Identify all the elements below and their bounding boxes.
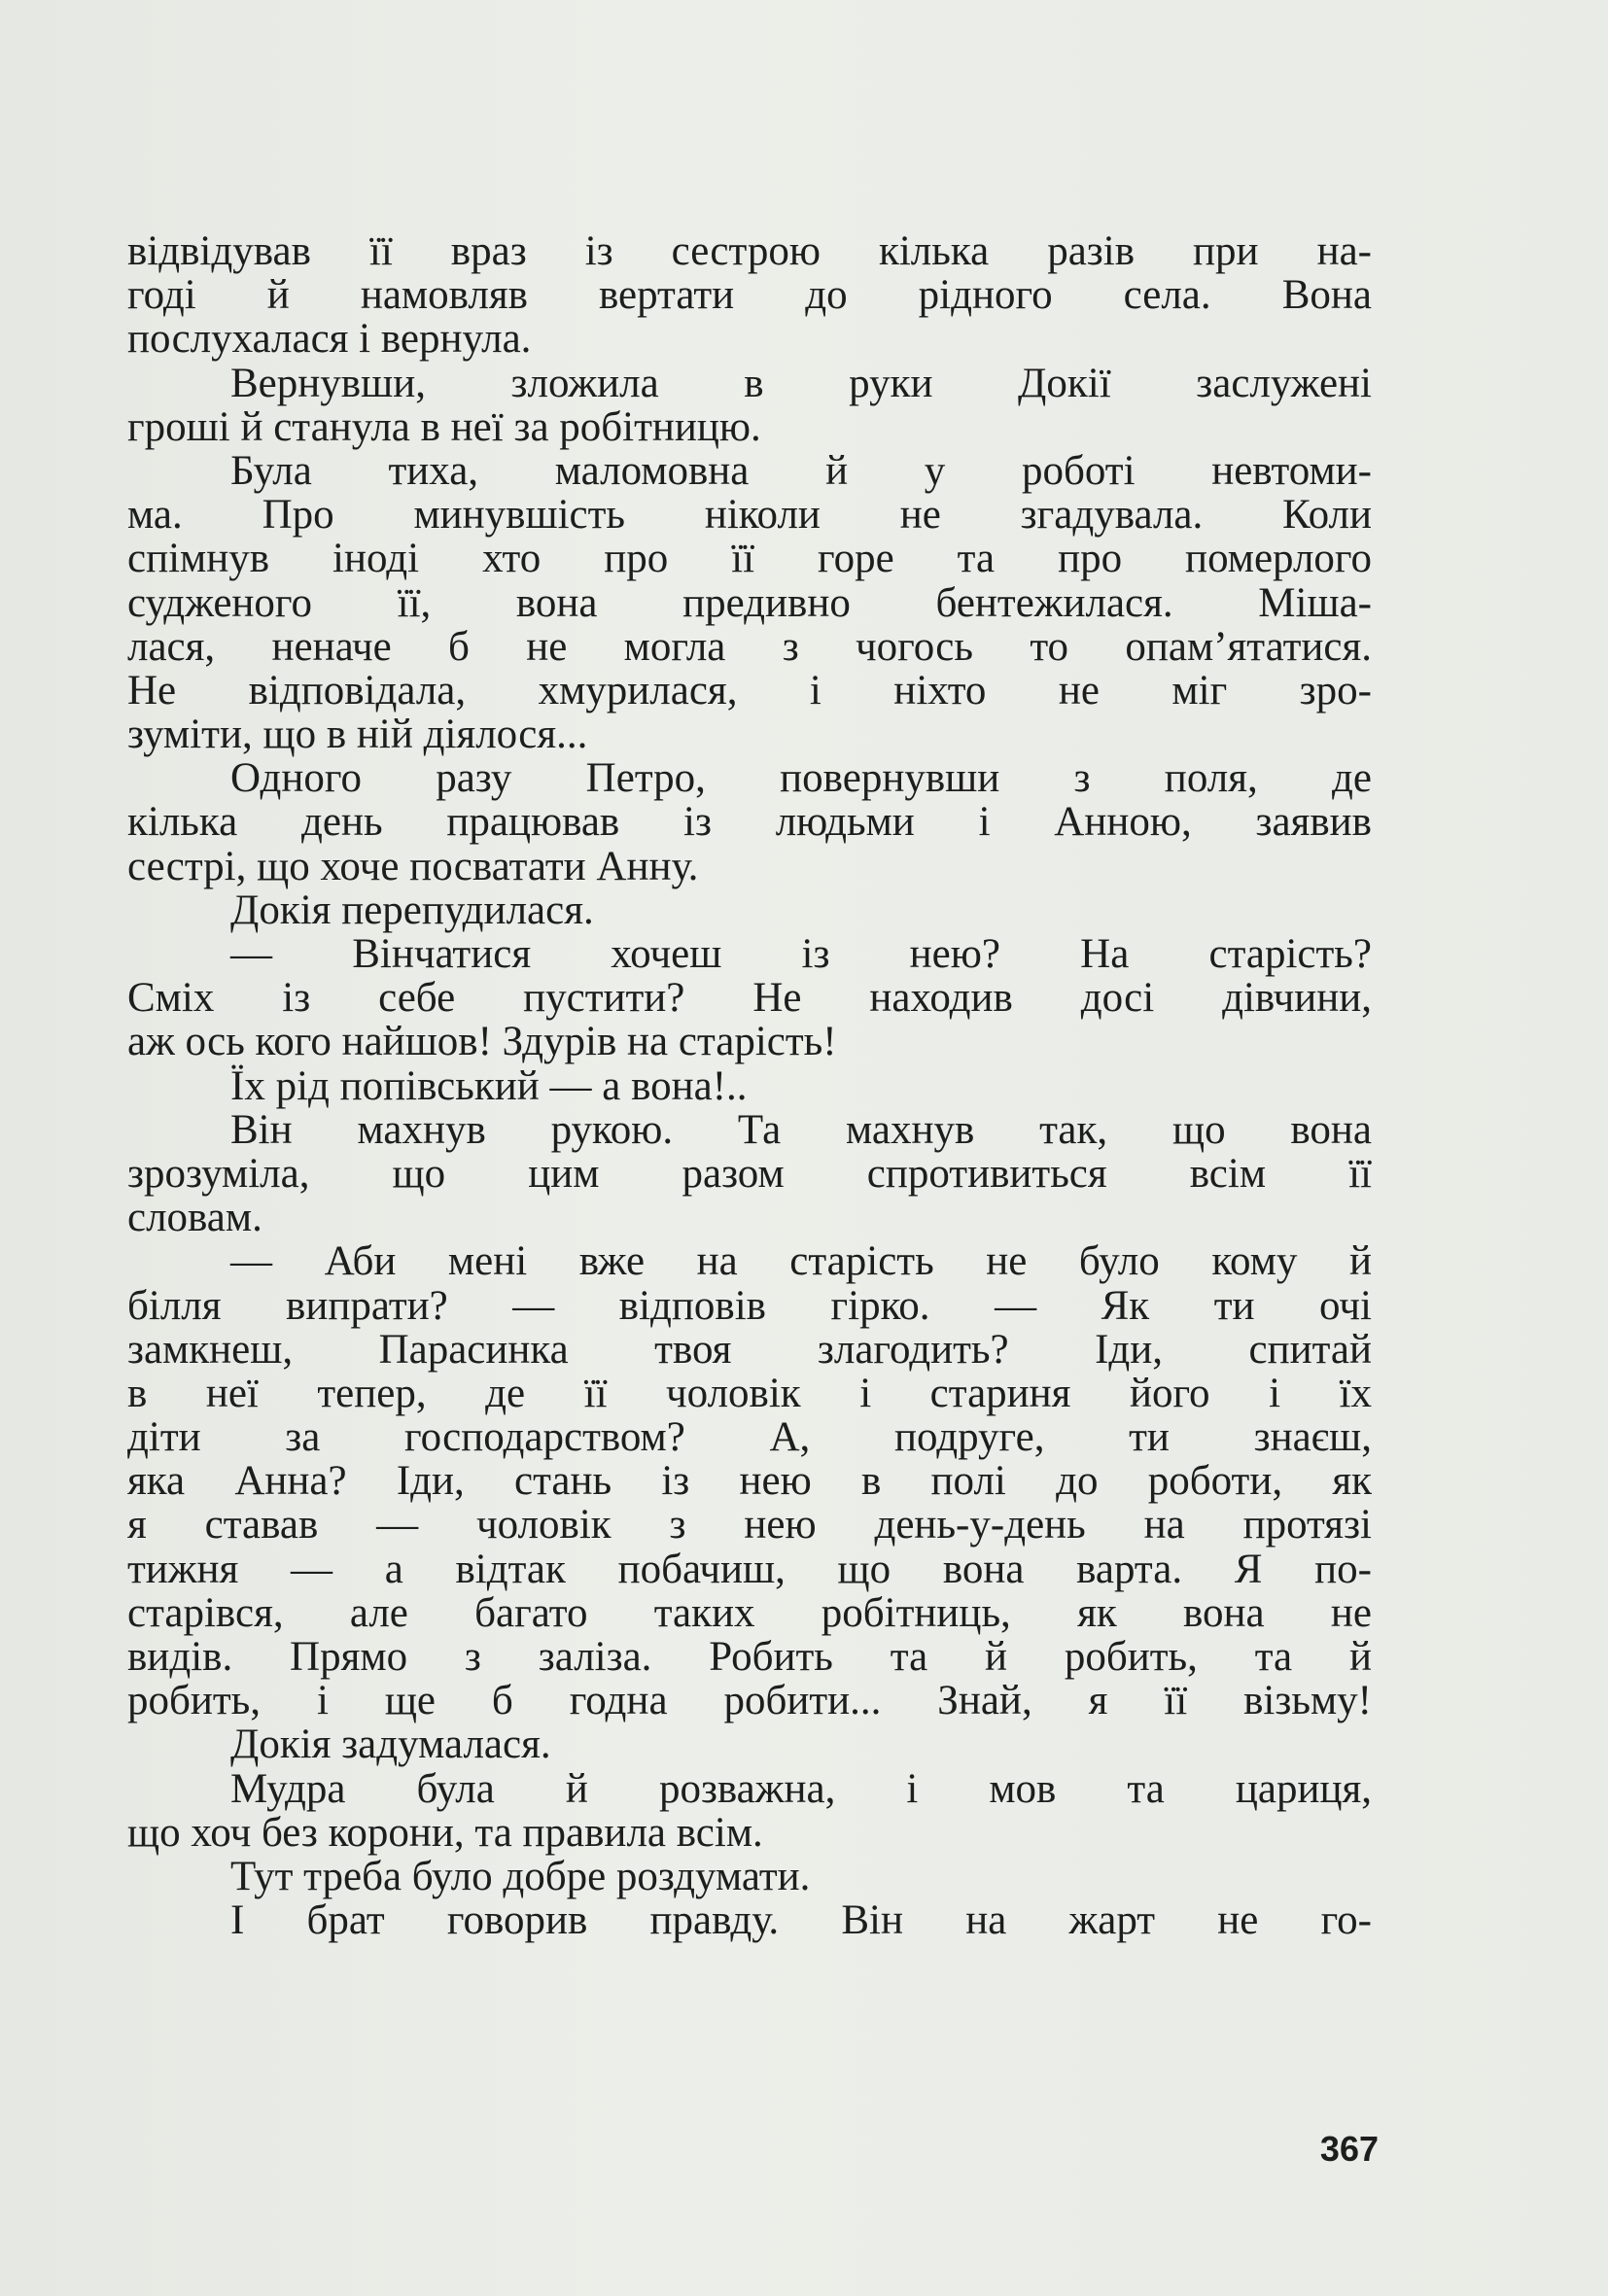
text-line: Докія перепудилася. bbox=[230, 887, 594, 933]
text-line: Мудра була й розважна, і мов та цариця, bbox=[230, 1765, 1372, 1812]
text-line: я ставав — чоловік з нею день-у-день на протязі bbox=[127, 1502, 1372, 1548]
text-line: Докія задумалася. bbox=[230, 1722, 551, 1768]
text-line: діти за господарством? А, подруге, ти знаєш, bbox=[127, 1414, 1372, 1461]
text-line: послухалася і вернула. bbox=[127, 316, 532, 363]
text-line: — Аби мені вже на старість не було кому й bbox=[230, 1238, 1372, 1285]
text-line: зуміти, що в ній діялося... bbox=[127, 712, 588, 758]
text-line: гроші й станула в неї за робітницю. bbox=[127, 403, 761, 450]
text-line: аж ось кого найшов! Здурів на старість! bbox=[127, 1019, 837, 1065]
text-line: Одного разу Петро, повернувши з поля, де bbox=[230, 755, 1372, 802]
text-line: білля випрати? — відповів гірко. — Як ти очі bbox=[127, 1282, 1372, 1329]
text-line: видів. Прямо з заліза. Робить та й робить, та й bbox=[127, 1634, 1372, 1680]
text-line: що хоч без корони, та правила всім. bbox=[127, 1809, 763, 1856]
text-line: робить, і ще б годна робити... Знай, я її візьму! bbox=[127, 1678, 1372, 1724]
text-line: спімнув іноді хто про її горе та про померлого bbox=[127, 536, 1372, 582]
text-line: лася, неначе б не могла з чогось то опам’ятатися. bbox=[127, 623, 1372, 670]
text-line: тижня — а відтак побачиш, що вона варта. Я по- bbox=[127, 1546, 1372, 1592]
text-line: яка Анна? Іди, стань із нею в полі до роботи, як bbox=[127, 1458, 1372, 1505]
text-line: зрозуміла, що цим разом спротивиться всім її bbox=[127, 1150, 1372, 1197]
text-line: годі й намовляв вертати до рідного села. Вона bbox=[127, 272, 1372, 319]
text-line: Їх рід попівський — а вона!.. bbox=[230, 1062, 748, 1109]
text-line: в неї тепер, де її чоловік і стариня його і їх bbox=[127, 1370, 1372, 1416]
text-line: ма. Про минувшість ніколи не згадувала. Коли bbox=[127, 492, 1372, 539]
text-line: Він махнув рукою. Та махнув так, що вона bbox=[230, 1106, 1372, 1153]
body-text bbox=[127, 229, 1372, 1942]
text-line: Тут треба було добре роздумати. bbox=[230, 1853, 811, 1899]
page-number: 367 bbox=[1319, 2129, 1379, 2169]
text-line: старівся, але багато таких робітниць, як вона не bbox=[127, 1589, 1372, 1636]
text-line: словам. bbox=[127, 1195, 262, 1241]
text-line: відвідував її враз із сестрою кілька разів при на- bbox=[127, 228, 1372, 274]
text-line: кілька день працював із людьми і Анною, заявив bbox=[127, 799, 1372, 846]
text-line: Була тиха, маломовна й у роботі невтоми- bbox=[230, 447, 1372, 494]
text-line: Не відповідала, хмурилася, і ніхто не міг зро- bbox=[127, 667, 1372, 713]
text-line: замкнеш, Парасинка твоя злагодить? Іди, спитай bbox=[127, 1326, 1372, 1373]
text-line: І брат говорив правду. Він на жарт не го- bbox=[230, 1897, 1372, 1944]
text-line: сестрі, що хоче посватати Анну. bbox=[127, 843, 699, 889]
text-line: судженого її, вона предивно бентежилася. Міша- bbox=[127, 579, 1372, 626]
text-line: — Вінчатися хочеш із нею? На старість? bbox=[230, 931, 1372, 977]
text-line: Сміх із себе пустити? Не находив досі дівчини, bbox=[127, 975, 1372, 1022]
text-line: Вернувши, зложила в руки Докії заслужені bbox=[230, 360, 1372, 406]
